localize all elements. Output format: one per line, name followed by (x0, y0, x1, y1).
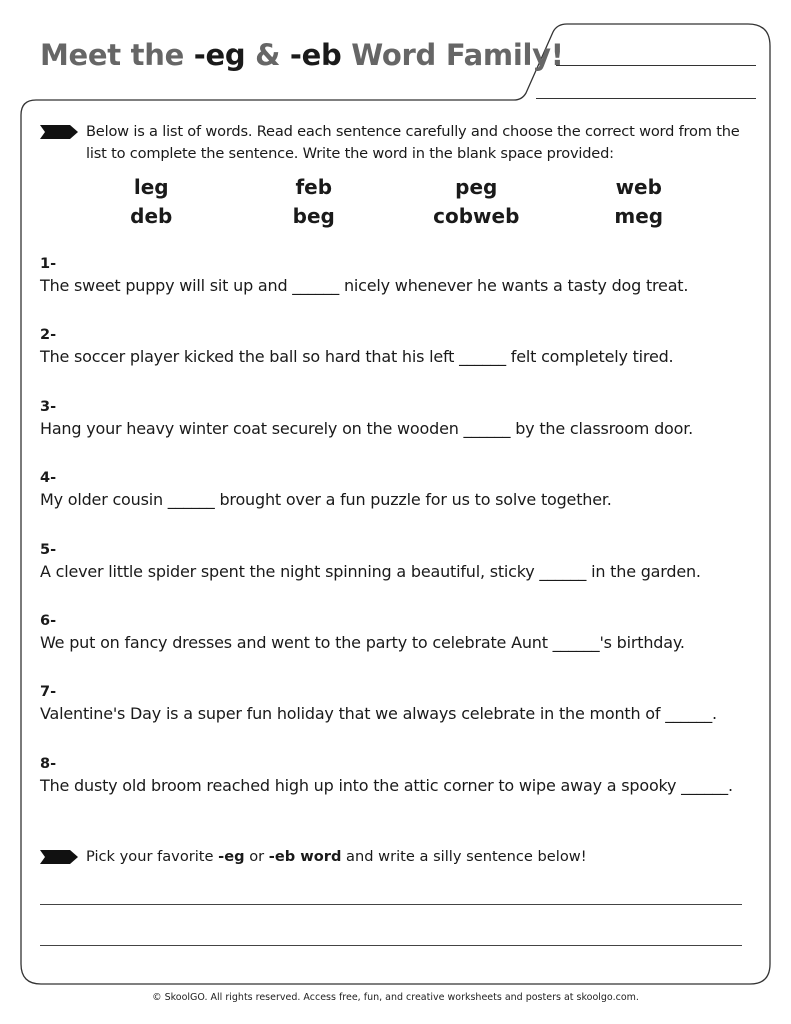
arrow-icon (40, 125, 78, 139)
question-number: 6- (40, 613, 57, 629)
question-6 (40, 611, 770, 655)
question-7 (40, 682, 770, 726)
word-bank-item: meg (614, 204, 664, 228)
question-number: 5- (40, 542, 57, 558)
copyright-footer: © SkoolGO. All rights reserved. Access free, fun, and creative worksheets and posters at skoolgo.com. (152, 992, 639, 1003)
word-bank-item: cobweb (433, 204, 520, 228)
word-bank-item: feb (295, 175, 333, 199)
question-text: Hang your heavy winter coat securely on the wooden ______ by the classroom door. (40, 419, 694, 438)
title-eg: -eg (193, 38, 246, 72)
question-number: 4- (40, 470, 57, 486)
pick-text-part: and write a silly sentence below! (341, 848, 587, 865)
word-bank-item: web (615, 175, 662, 199)
word-bank-item: peg (455, 175, 498, 199)
question-text: Valentine's Day is a super fun holiday that we always celebrate in the month of ______. (40, 704, 717, 723)
question-2 (40, 325, 770, 369)
title-rest: Word Family! (351, 38, 564, 72)
pick-text-or: or (244, 848, 269, 865)
question-number: 7- (40, 684, 57, 700)
title-amp: & (255, 38, 281, 72)
page-title (40, 38, 564, 72)
question-text: The sweet puppy will sit up and ______ nicely whenever he wants a tasty dog treat. (40, 276, 689, 295)
question-4 (40, 468, 770, 512)
question-text: The soccer player kicked the ball so hard that his left ______ felt completely tired. (40, 347, 674, 366)
question-number: 2- (40, 327, 57, 343)
date-write-line[interactable] (536, 98, 756, 99)
question-1 (40, 254, 770, 298)
question-8 (40, 754, 770, 798)
title-meet: Meet the (40, 38, 184, 72)
name-write-line[interactable] (556, 65, 756, 66)
title-eb: -eb (289, 38, 342, 72)
sentence-write-line[interactable] (40, 904, 742, 905)
word-bank-item: deb (130, 204, 173, 228)
pick-text-eb: -eb word (268, 848, 342, 865)
arrow-icon (40, 850, 78, 864)
question-number: 1- (40, 256, 57, 272)
question-text: My older cousin ______ brought over a fun puzzle for us to solve together. (40, 490, 612, 509)
question-text: A clever little spider spent the night spinning a beautiful, sticky ______ in the garden. (40, 562, 701, 581)
word-bank-item: leg (133, 175, 169, 199)
word-bank (70, 174, 720, 230)
pick-text-eg: -eg (218, 848, 245, 865)
question-number: 8- (40, 756, 57, 772)
question-text: The dusty old broom reached high up into the attic corner to wipe away a spooky ______. (40, 776, 733, 795)
pick-instruction-text (86, 846, 587, 868)
sentence-write-line[interactable] (40, 945, 742, 946)
instructions-text: Below is a list of words. Read each sentence carefully and choose the correct word from the list to complete the sentence. Write the word in the blank space provided: (86, 123, 740, 162)
question-5 (40, 540, 770, 584)
question-number: 3- (40, 399, 57, 415)
word-bank-item: beg (292, 204, 335, 228)
question-text: We put on fancy dresses and went to the party to celebrate Aunt ______'s birthday. (40, 633, 685, 652)
question-3 (40, 397, 770, 441)
pick-text-part: Pick your favorite (86, 848, 219, 865)
